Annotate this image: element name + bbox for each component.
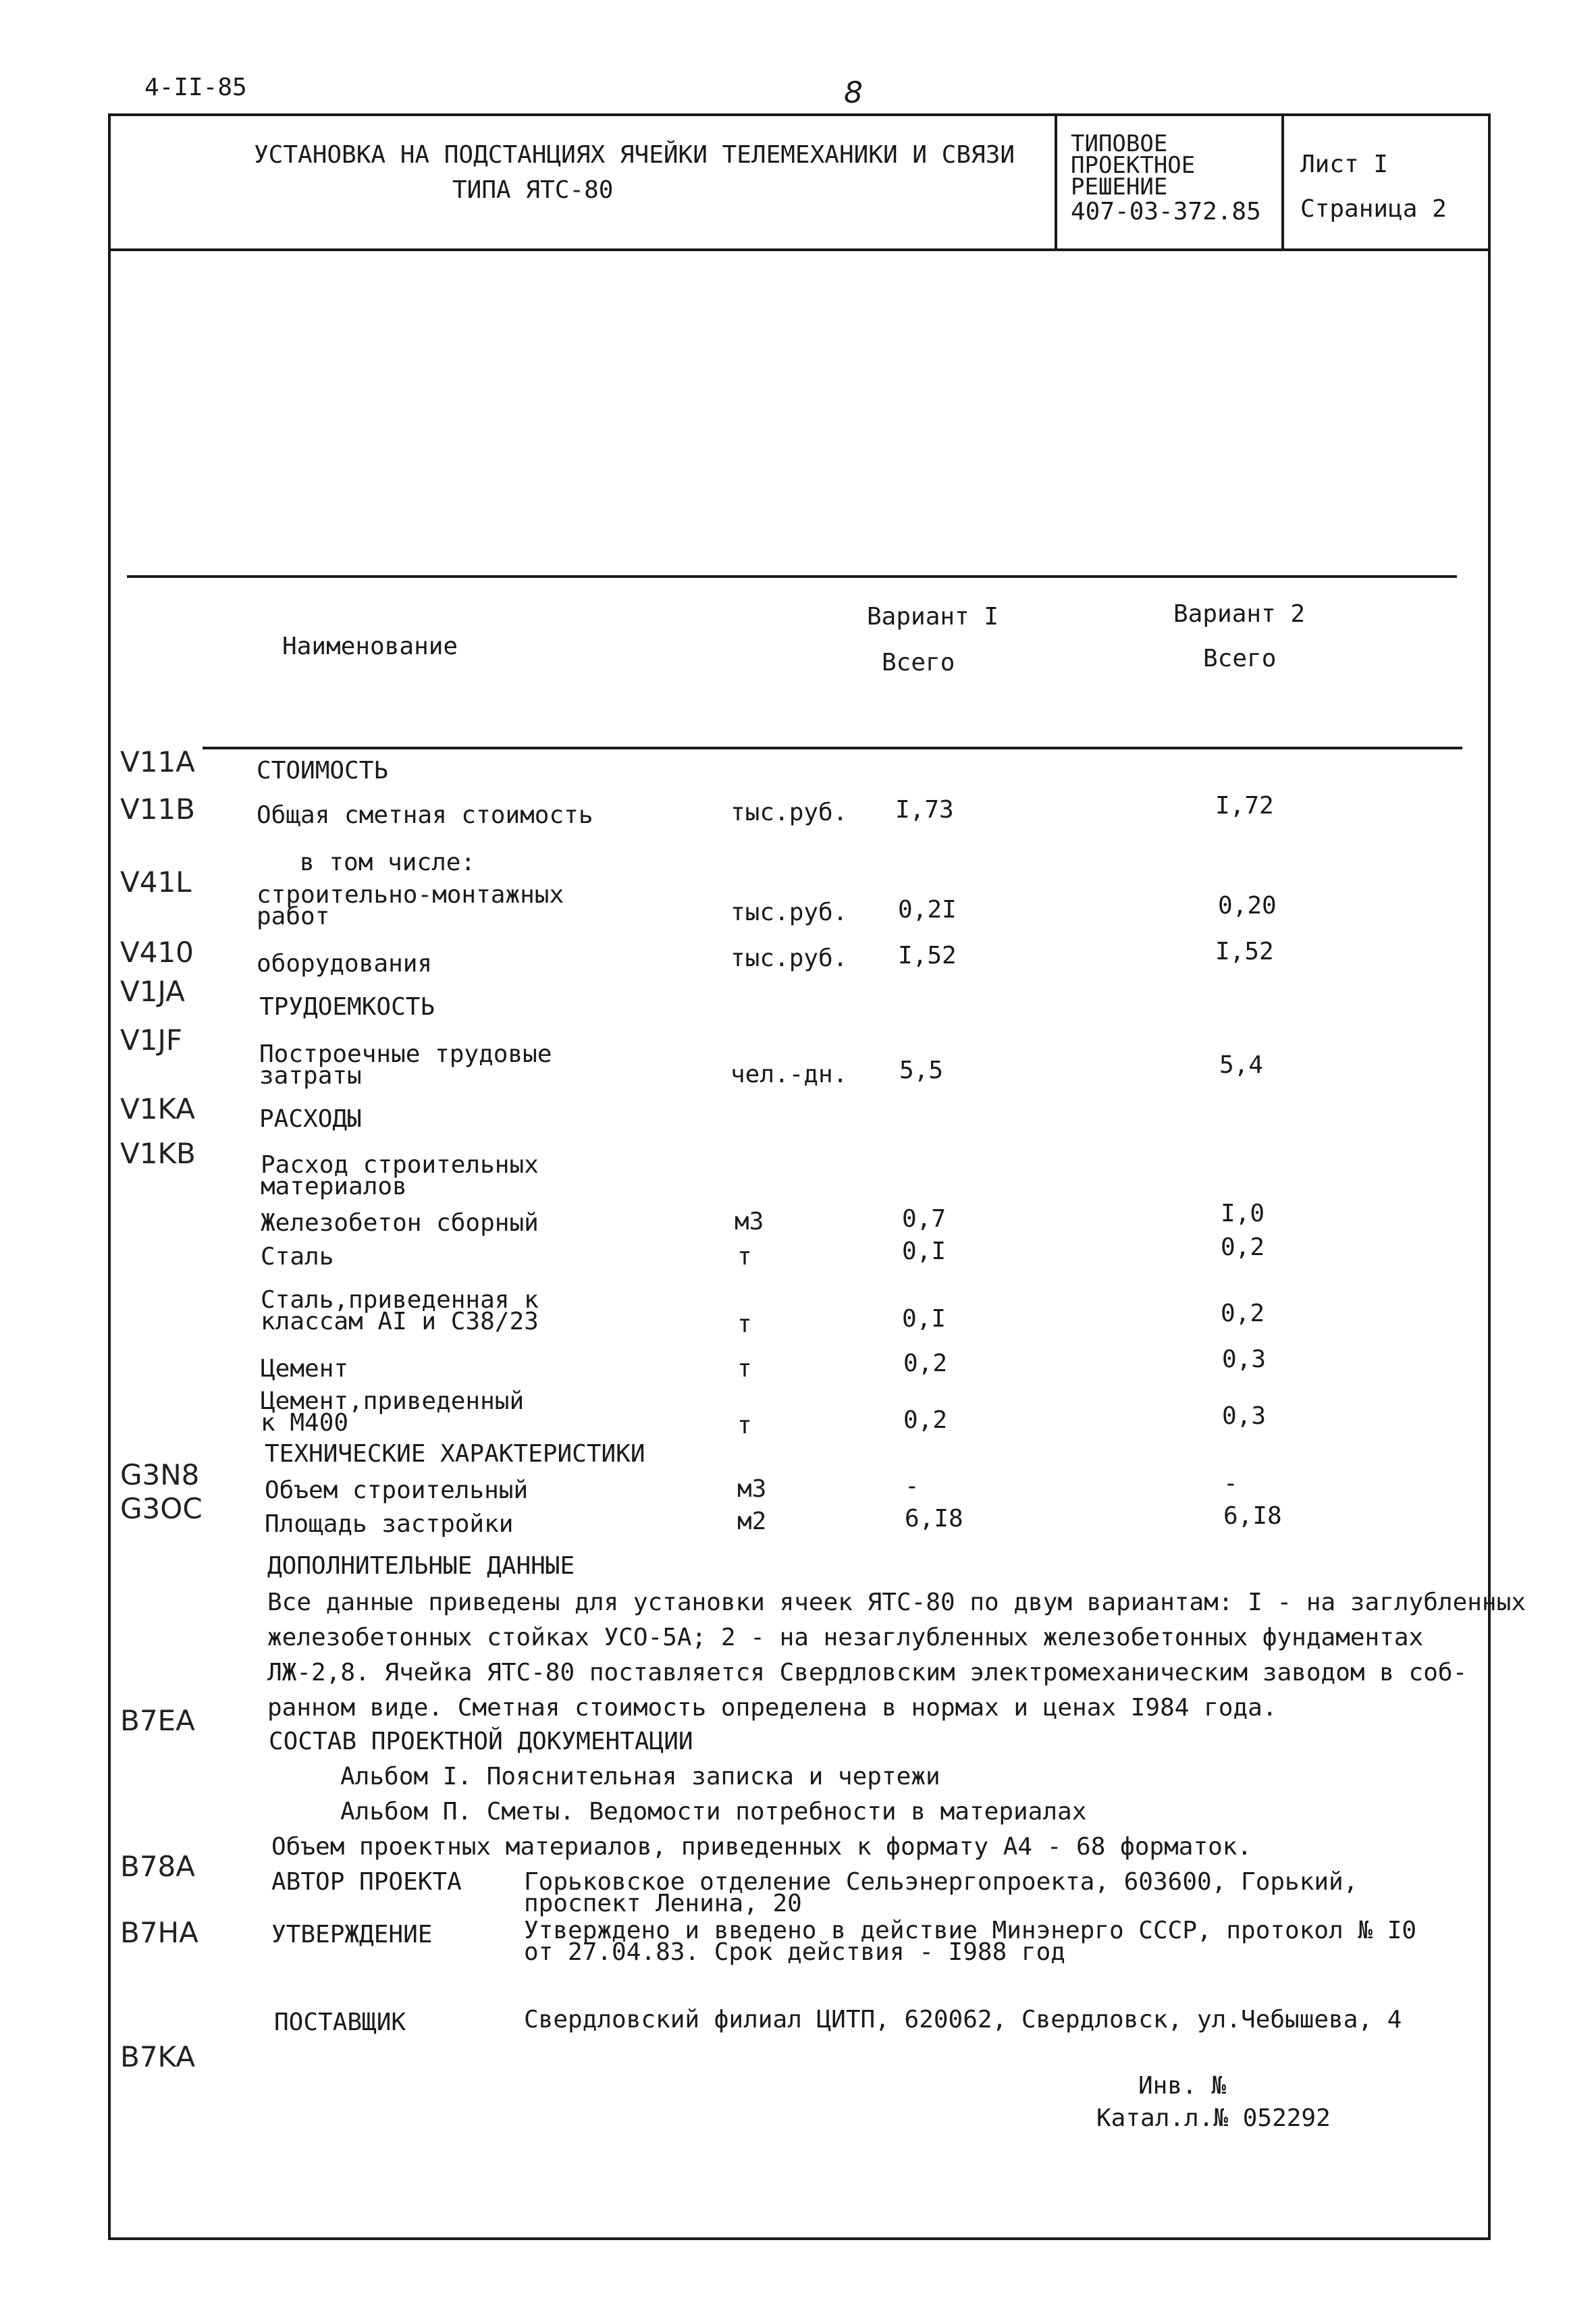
author-line1: Горьковское отделение Сельэнергопроекта, 603600, Горький, bbox=[524, 1868, 1358, 1896]
row-name-line2: работ bbox=[257, 903, 330, 930]
sheet-number: Лист I bbox=[1300, 151, 1389, 178]
row-value-v2: I,0 bbox=[1221, 1200, 1265, 1227]
author-line2: проспект Ленина, 20 bbox=[524, 1890, 802, 1917]
supplier-label: ПОСТАВЩИК bbox=[274, 2009, 406, 2036]
margin-code: V1JA bbox=[120, 975, 185, 1008]
row-value-v1: 0,7 bbox=[902, 1205, 947, 1233]
row-name-line2: классам AI и С38/23 bbox=[261, 1308, 539, 1335]
row-name-line1: Расход строительных bbox=[261, 1151, 539, 1179]
row-name: Сталь bbox=[261, 1243, 334, 1271]
type-label-line2: ПРОЕКТНОЕ bbox=[1071, 152, 1196, 179]
column-header-variant2-total: Всего bbox=[1203, 645, 1277, 672]
row-value-v2: 0,2 bbox=[1221, 1300, 1265, 1327]
row-unit: т bbox=[737, 1310, 752, 1338]
row-value-v1: 0,2 bbox=[903, 1350, 948, 1377]
supplier-text: Свердловский филиал ЦИТП, 620062, Свердловск, ул.Чебышева, 4 bbox=[524, 2006, 1402, 2033]
row-value-v2: 0,3 bbox=[1222, 1346, 1267, 1373]
additional-heading: ДОПОЛНИТЕЛЬНЫЕ ДАННЫЕ bbox=[267, 1552, 575, 1580]
row-name-line2: материалов bbox=[261, 1173, 407, 1200]
margin-code: V41L bbox=[120, 866, 192, 899]
section-heading: ТРУДОЕМКОСТЬ bbox=[259, 993, 435, 1021]
margin-code: B7HA bbox=[120, 1916, 198, 1949]
row-unit: тыс.руб. bbox=[730, 799, 848, 826]
row-name: Площадь застройки bbox=[265, 1510, 514, 1538]
row-unit: т bbox=[737, 1412, 752, 1439]
row-unit: т bbox=[737, 1243, 752, 1271]
row-unit: м3 bbox=[735, 1208, 764, 1235]
column-header-variant2: Вариант 2 bbox=[1173, 600, 1306, 628]
row-value-v2: 0,3 bbox=[1222, 1402, 1267, 1430]
album-item: Альбом П. Сметы. Ведомости потребности в материалах bbox=[340, 1798, 1087, 1826]
margin-code: V11B bbox=[120, 793, 195, 826]
documentation-volume: Объем проектных материалов, приведенных к формату А4 - 68 форматок. bbox=[271, 1833, 1252, 1861]
album-item: Альбом I. Пояснительная записка и чертежи bbox=[340, 1763, 940, 1790]
project-number: 407-03-372.85 bbox=[1071, 198, 1261, 225]
table-header-rule bbox=[203, 747, 1462, 749]
doc-title-line1: УСТАНОВКА НА ПОДСТАНЦИЯХ ЯЧЕЙКИ ТЕЛЕМЕХАНИКИ И СВЯЗИ bbox=[254, 141, 1015, 169]
row-unit: тыс.руб. bbox=[730, 945, 848, 972]
page-number: 8 bbox=[844, 76, 863, 110]
margin-code: G3N8 bbox=[120, 1458, 200, 1491]
row-name: Цемент bbox=[261, 1355, 349, 1383]
margin-code: V410 bbox=[120, 936, 194, 969]
inventory-number: Инв. № bbox=[1138, 2072, 1227, 2100]
row-value-v2: 5,4 bbox=[1219, 1051, 1264, 1079]
row-value-v1: 0,I bbox=[902, 1238, 947, 1265]
row-unit: т bbox=[737, 1355, 752, 1383]
catalog-number: Катал.л.№ 052292 bbox=[1096, 2104, 1331, 2132]
page-label: Страница 2 bbox=[1300, 195, 1447, 223]
row-value-v2: 6,I8 bbox=[1223, 1502, 1282, 1530]
additional-text-line: ранном виде. Сметная стоимость определена в нормах и ценах I984 года. bbox=[267, 1694, 1277, 1722]
row-subheading: в том числе: bbox=[300, 849, 476, 876]
margin-code: V1KA bbox=[120, 1092, 195, 1125]
margin-code: V1KB bbox=[120, 1137, 196, 1170]
row-value-v1: 0,I bbox=[902, 1305, 947, 1333]
margin-code: V11A bbox=[120, 745, 195, 778]
table-top-rule bbox=[127, 575, 1457, 578]
section-heading: ТЕХНИЧЕСКИЕ ХАРАКТЕРИСТИКИ bbox=[265, 1440, 645, 1468]
row-unit: м2 bbox=[737, 1508, 767, 1535]
author-label: АВТОР ПРОЕКТА bbox=[271, 1868, 462, 1896]
row-value-v1: - bbox=[905, 1472, 920, 1500]
row-name: Железобетон сборный bbox=[261, 1209, 539, 1237]
section-heading: РАСХОДЫ bbox=[259, 1105, 362, 1133]
type-label-line1: ТИПОВОЕ bbox=[1071, 130, 1168, 157]
approval-label: УТВЕРЖДЕНИЕ bbox=[271, 1921, 433, 1948]
additional-text-line: Все данные приведены для установки ячеек ЯТС-80 по двум вариантам: I - на заглубленных bbox=[267, 1589, 1526, 1616]
row-name: Общая сметная стоимость bbox=[257, 801, 593, 829]
row-value-v1: I,52 bbox=[898, 942, 957, 969]
row-value-v2: I,72 bbox=[1215, 792, 1274, 820]
margin-code: V1JF bbox=[120, 1023, 182, 1057]
row-name: Объем строительный bbox=[265, 1477, 529, 1504]
row-unit: м3 bbox=[737, 1475, 767, 1503]
row-value-v2: I,52 bbox=[1215, 938, 1274, 965]
column-header-variant1: Вариант I bbox=[867, 603, 999, 631]
row-unit: чел.-дн. bbox=[730, 1061, 848, 1088]
margin-code: G3OC bbox=[120, 1492, 203, 1525]
additional-text-line: железобетонных стойках УСО-5А; 2 - на незаглубленных железобетонных фундаментах bbox=[267, 1624, 1424, 1651]
doc-title-line2: ТИПА ЯТС-80 bbox=[452, 176, 614, 204]
margin-code: B7EA bbox=[120, 1704, 195, 1737]
row-name: оборудования bbox=[257, 950, 433, 978]
row-name-line1: Построечные трудовые bbox=[259, 1040, 552, 1068]
row-value-v1: 5,5 bbox=[899, 1057, 944, 1084]
approval-line2: от 27.04.83. Срок действия - I988 год bbox=[524, 1938, 1065, 1966]
row-value-v2: 0,2 bbox=[1221, 1233, 1265, 1261]
column-header-variant1-total: Всего bbox=[882, 649, 955, 676]
row-value-v1: 0,2 bbox=[903, 1406, 948, 1434]
row-name-line1: Цемент,приведенный bbox=[261, 1387, 525, 1415]
column-header-name: Наименование bbox=[282, 633, 458, 660]
row-unit: тыс.руб. bbox=[730, 899, 848, 926]
row-value-v1: 6,I8 bbox=[905, 1505, 963, 1533]
row-value-v2: 0,20 bbox=[1218, 892, 1277, 920]
title-block-separator bbox=[1055, 113, 1057, 250]
row-name-line1: строительно-монтажных bbox=[257, 881, 564, 909]
section-heading: СТОИМОСТЬ bbox=[257, 757, 389, 785]
type-label-line3: РЕШЕНИЕ bbox=[1071, 174, 1168, 201]
row-value-v1: 0,2I bbox=[898, 896, 957, 924]
document-code: 4-II-85 bbox=[144, 74, 247, 101]
margin-code: B7KA bbox=[120, 2040, 196, 2073]
row-value-v2: - bbox=[1223, 1470, 1238, 1497]
additional-text-line: ЛЖ-2,8. Ячейка ЯТС-80 поставляется Свердловским электромеханическим заводом в соб- bbox=[267, 1659, 1468, 1686]
margin-code: B78A bbox=[120, 1850, 195, 1883]
row-name-line1: Сталь,приведенная к bbox=[261, 1286, 539, 1314]
documentation-heading: СОСТАВ ПРОЕКТНОЙ ДОКУМЕНТАЦИИ bbox=[269, 1728, 693, 1755]
row-value-v1: I,73 bbox=[895, 796, 954, 824]
approval-line1: Утверждено и введено в действие Минэнерго СССР, протокол № I0 bbox=[524, 1917, 1417, 1944]
row-name-line2: затраты bbox=[259, 1062, 362, 1090]
row-name-line2: к М400 bbox=[261, 1409, 349, 1437]
title-block-separator bbox=[1281, 113, 1284, 250]
